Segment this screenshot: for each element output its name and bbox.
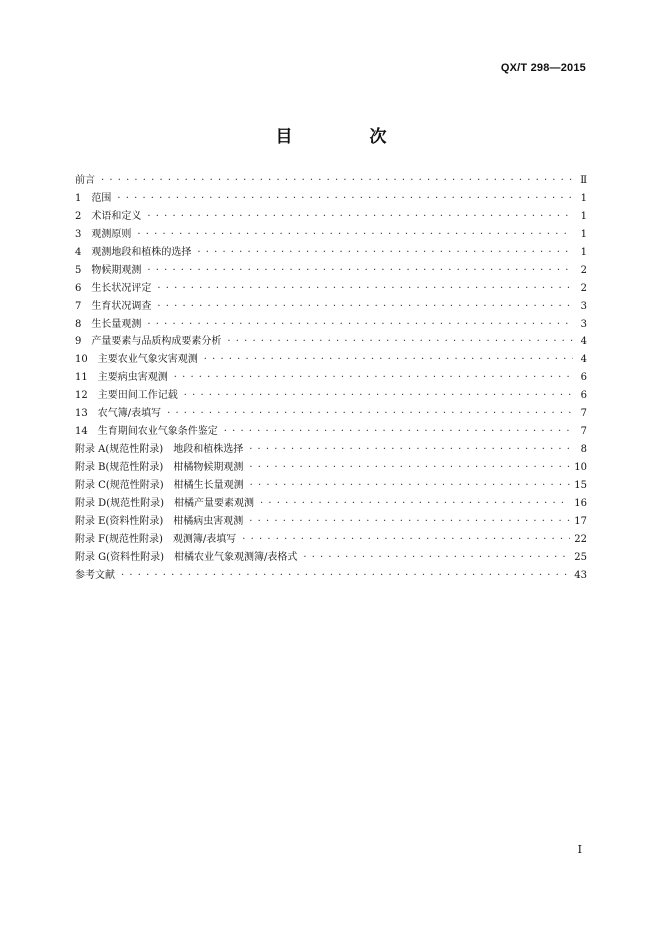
toc-entry-label: 9 产量要素与品质构成要素分析	[75, 336, 222, 348]
toc-leader-dots	[197, 244, 573, 262]
toc-entry-label: 1 范围	[75, 192, 112, 204]
toc-leader-dots	[227, 333, 573, 351]
toc-entry-label: 参考文献	[75, 569, 115, 581]
toc-entry[interactable]	[75, 459, 587, 477]
toc-entry[interactable]	[75, 369, 587, 387]
toc-entry-label: 附录 D(规范性附录) 柑橘产量要素观测	[75, 497, 254, 509]
toc-leader-dots	[260, 495, 570, 513]
toc-entry-label: 14 生育期间农业气象条件鉴定	[75, 426, 218, 438]
toc-entry-label: 附录 E(资料性附录) 柑橘病虫害观测	[75, 515, 244, 527]
toc-leader-dots	[117, 190, 573, 208]
toc-entry[interactable]	[75, 423, 587, 441]
toc-entry[interactable]	[75, 441, 587, 459]
toc-leader-dots	[249, 441, 573, 459]
page-title: 目 次	[275, 127, 417, 147]
toc-entry-page: 10	[574, 462, 587, 473]
toc-entry-label: 13 农气簿/表填写	[75, 408, 162, 420]
toc-entry-page: 6	[580, 372, 587, 384]
standard-code: QX/T 298—2015	[500, 62, 586, 74]
toc-entry-label: 附录 G(资料性附录) 柑橘农业气象观测簿/表格式	[75, 551, 298, 563]
toc-entry-page: 25	[574, 551, 587, 563]
toc-entry[interactable]	[75, 549, 587, 567]
toc-entry-label: 8 生长量观测	[75, 318, 142, 330]
toc-entry-label: 5 物候期观测	[75, 264, 142, 276]
toc-leader-dots	[137, 226, 573, 244]
toc-entry-label: 附录 B(规范性附录) 柑橘物候期观测	[75, 462, 244, 473]
toc-entry-page: 15	[574, 479, 587, 491]
toc-entry[interactable]	[75, 226, 587, 244]
toc-leader-dots	[157, 280, 573, 298]
toc-leader-dots	[224, 423, 573, 441]
toc-entry-page: 2	[580, 282, 587, 294]
toc-entry[interactable]	[75, 567, 587, 585]
toc-entry[interactable]	[75, 262, 587, 280]
toc-entry-page: 43	[574, 569, 587, 581]
toc-entry-page: 4	[580, 336, 587, 348]
toc-entry-page: 7	[580, 408, 587, 420]
toc-entry-page: 2	[580, 264, 587, 276]
toc-entry-page: 1	[580, 246, 587, 258]
toc-leader-dots	[121, 567, 570, 585]
toc-entry[interactable]	[75, 513, 587, 531]
toc-leader-dots	[147, 208, 573, 226]
toc-leader-dots	[249, 513, 570, 531]
toc-entry-page: 1	[580, 228, 587, 240]
toc-leader-dots	[157, 298, 573, 316]
toc-entry-page: 1	[580, 192, 587, 204]
toc-entry-label: 10 主要农业气象灾害观测	[75, 354, 198, 366]
toc-entry-label: 4 观测地段和植株的选择	[75, 246, 192, 258]
toc-entry[interactable]	[75, 333, 587, 351]
toc-entry-page: 4	[580, 354, 587, 366]
toc-leader-dots	[167, 405, 573, 423]
toc-entry-page: 8	[580, 444, 587, 456]
toc-entry-label: 11 主要病虫害观测	[75, 372, 168, 384]
toc-entry[interactable]	[75, 531, 587, 549]
toc-entry-page: 22	[574, 533, 587, 545]
toc-entry-label: 2 术语和定义	[75, 210, 142, 222]
toc-entry[interactable]	[75, 351, 587, 369]
toc-entry-label: 6 生长状况评定	[75, 282, 152, 294]
toc-entry-label: 前言	[75, 175, 95, 186]
toc-leader-dots	[204, 351, 573, 369]
toc-entry-label: 12 主要田间工作记载	[75, 390, 178, 402]
toc-entry-label: 附录 A(规范性附录) 地段和植株选择	[75, 444, 244, 456]
toc-leader-dots	[303, 549, 570, 567]
toc-entry-page: 17	[574, 515, 587, 527]
toc-leader-dots	[147, 316, 573, 334]
toc-entry-page: Ⅱ	[580, 175, 587, 186]
toc-entry-label: 7 生育状况调查	[75, 300, 152, 312]
toc-entry[interactable]	[75, 495, 587, 513]
toc-entry[interactable]	[75, 280, 587, 298]
page-number: Ⅰ	[577, 843, 582, 856]
toc-entry-page: 6	[580, 390, 587, 402]
toc-leader-dots	[242, 531, 570, 549]
toc-entry-page: 1	[580, 210, 587, 222]
toc-entry-page: 3	[580, 318, 587, 330]
toc-entry[interactable]	[75, 244, 587, 262]
toc-leader-dots	[249, 459, 570, 477]
toc-leader-dots	[101, 172, 573, 190]
toc-entry[interactable]	[75, 405, 587, 423]
toc-entry[interactable]	[75, 172, 587, 190]
toc-entry[interactable]	[75, 477, 587, 495]
toc-leader-dots	[184, 387, 573, 405]
table-of-contents	[75, 172, 587, 585]
toc-leader-dots	[174, 369, 573, 387]
toc-leader-dots	[147, 262, 573, 280]
toc-entry-page: 16	[574, 497, 587, 509]
toc-entry[interactable]	[75, 208, 587, 226]
toc-entry-label: 附录 F(规范性附录) 观测簿/表填写	[75, 533, 237, 545]
toc-entry[interactable]	[75, 316, 587, 334]
toc-entry-label: 附录 C(规范性附录) 柑橘生长量观测	[75, 479, 244, 491]
toc-entry[interactable]	[75, 190, 587, 208]
toc-entry[interactable]	[75, 298, 587, 316]
toc-leader-dots	[250, 477, 571, 495]
toc-entry-label: 3 观测原则	[75, 228, 132, 240]
toc-entry-page: 7	[580, 426, 587, 438]
toc-entry[interactable]	[75, 387, 587, 405]
toc-entry-page: 3	[580, 300, 587, 312]
